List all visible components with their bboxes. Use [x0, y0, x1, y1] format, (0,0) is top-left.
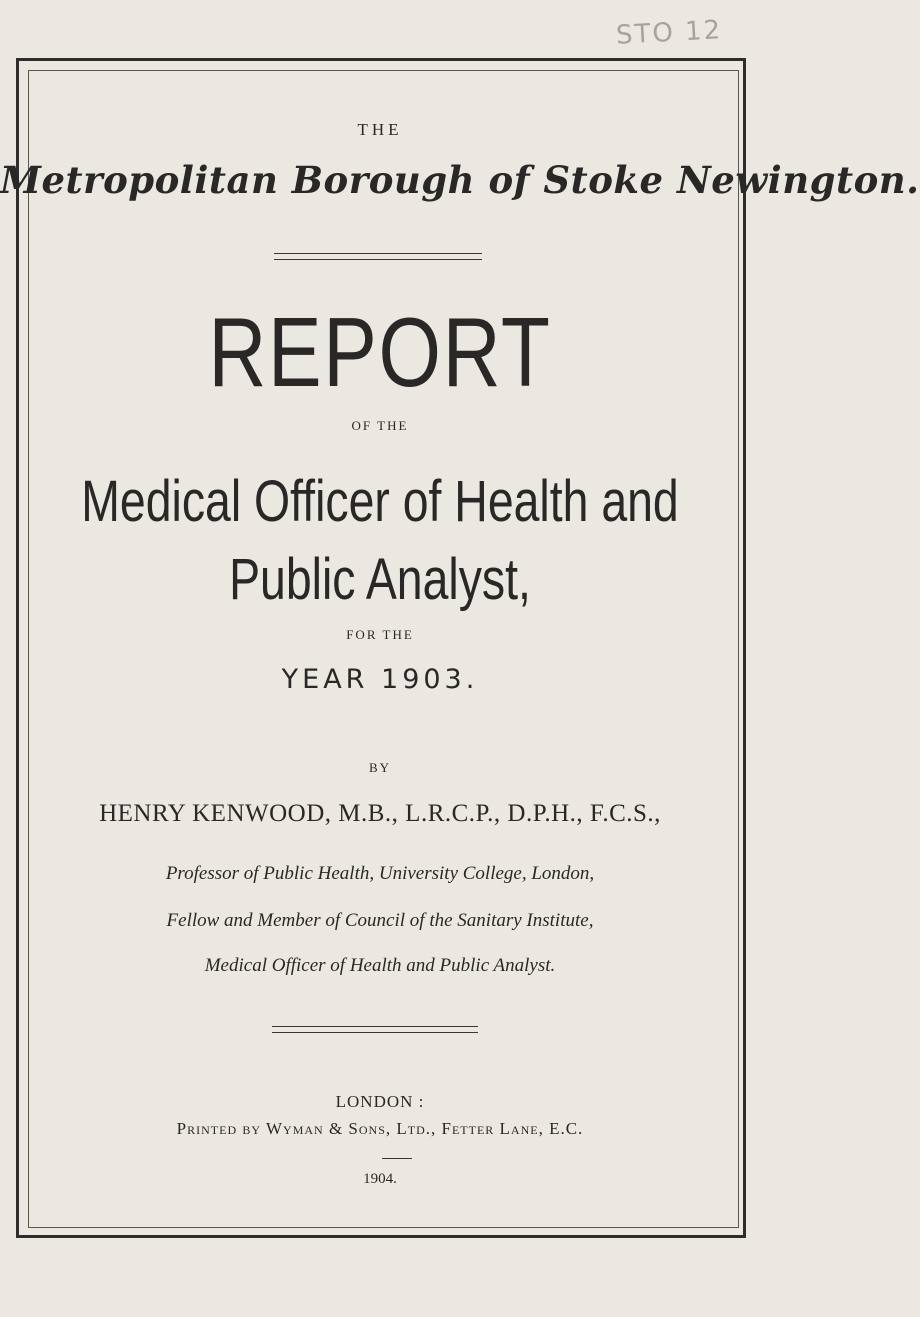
divider-rule — [274, 253, 482, 260]
author-name: HENRY KENWOOD, M.B., L.R.C.P., D.P.H., F.C.S., — [99, 800, 661, 827]
for-the-label: FOR THE — [346, 627, 414, 642]
publication-place: LONDON : — [335, 1092, 425, 1111]
printer-line: Printed by Wyman & Sons, Ltd., Fetter Lane, E.C. — [176, 1119, 584, 1138]
of-the-label: OF THE — [351, 418, 409, 433]
publication-date: 1904. — [363, 1171, 397, 1187]
page-border — [16, 58, 746, 1238]
report-year: YEAR 1903. — [281, 664, 479, 695]
divider-rule — [272, 1026, 478, 1033]
short-rule — [382, 1158, 412, 1159]
author-credential: Fellow and Member of Council of the Sanitary Institute, — [166, 910, 594, 931]
author-credential: Professor of Public Health, University College, London, — [165, 863, 595, 884]
report-heading: REPORT — [208, 297, 552, 407]
author-credential: Medical Officer of Health and Public Analyst. — [204, 955, 556, 976]
handwritten-catalog-annotation: STO 12 — [615, 15, 723, 51]
title-line-2: Public Analyst, — [229, 547, 531, 612]
by-label: BY — [368, 760, 392, 775]
page-border-inner — [28, 70, 739, 1228]
article-the: THE — [357, 120, 403, 139]
borough-heading: Metropolitan Borough of Stoke Newington. — [0, 158, 920, 202]
title-line-1: Medical Officer of Health and — [81, 469, 679, 534]
